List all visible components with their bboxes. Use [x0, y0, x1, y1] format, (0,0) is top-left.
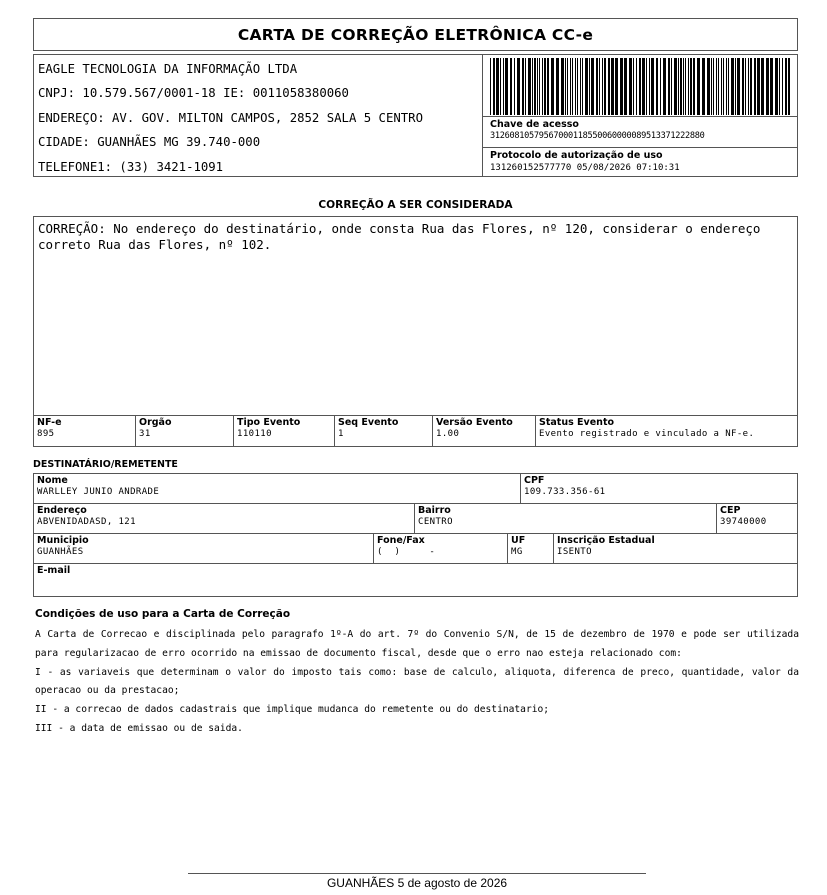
event-orgao-value: 31: [139, 429, 151, 439]
issuer-city: CIDADE: GUANHÃES MG 39.740-000: [38, 135, 261, 150]
barcode-bar: [534, 58, 536, 115]
barcode-bar: [580, 58, 581, 115]
barcode-bar: [493, 58, 495, 115]
barcode-bar: [779, 58, 780, 115]
event-seq-cell: [335, 416, 433, 446]
recipient-cep-label: CEP: [720, 505, 741, 516]
conditions-paragraph: II - a correcao de dados cadastrais que implique mudanca do remetente ou do destinatario;: [35, 704, 550, 716]
recipient-cpf-cell: [521, 474, 797, 504]
barcode-bar: [615, 58, 618, 115]
event-seq-label: Seq Evento: [338, 417, 399, 428]
barcode-bar: [561, 58, 564, 115]
barcode-bar: [642, 58, 645, 115]
barcode-bar: [636, 58, 637, 115]
recipient-phone-value: ( ) -: [377, 547, 436, 557]
barcode-bar: [649, 58, 650, 115]
barcode-bar: [716, 58, 717, 115]
barcode-bar: [688, 58, 689, 115]
barcode-bar: [528, 58, 531, 115]
barcode-bar: [723, 58, 724, 115]
barcode-bar: [761, 58, 764, 115]
barcode-bar: [671, 58, 672, 115]
correction-section-title: CORREÇÃO A SER CONSIDERADA: [318, 199, 513, 211]
barcode-bar: [721, 58, 722, 115]
barcode-bar: [572, 58, 573, 115]
recipient-name-cell: [34, 474, 521, 504]
barcode-bar: [728, 58, 729, 115]
recipient-address-cell: [34, 504, 415, 534]
barcode-bar: [782, 58, 783, 115]
barcode-bar: [748, 58, 749, 115]
barcode-bar: [685, 58, 686, 115]
barcode-bar: [737, 58, 740, 115]
barcode-bar: [589, 58, 590, 115]
recipient-district-value: CENTRO: [418, 517, 453, 527]
recipient-section-title: DESTINATÁRIO/REMETENTE: [33, 459, 178, 470]
event-version-cell: [433, 416, 536, 446]
issuer-phone: TELEFONE1: (33) 3421-1091: [38, 159, 224, 174]
recipient-district-cell: [415, 504, 717, 534]
recipient-box: [33, 473, 798, 597]
barcode-bar: [510, 58, 512, 115]
barcode-bar: [611, 58, 614, 115]
access-key-value: 31260810579567000118550060000089513371222880: [490, 131, 705, 141]
barcode-bar: [591, 58, 594, 115]
barcode-bar: [690, 58, 692, 115]
barcode-bar: [680, 58, 682, 115]
recipient-name-value: WARLLEY JUNIO ANDRADE: [37, 487, 160, 497]
barcode-bar: [668, 58, 670, 115]
event-version-label: Versão Evento: [436, 417, 513, 428]
event-version-value: 1.00: [436, 429, 460, 439]
barcode-bar: [517, 58, 520, 115]
recipient-ie-value: ISENTO: [557, 547, 592, 557]
barcode-bar: [674, 58, 677, 115]
barcode-bar: [788, 58, 790, 115]
recipient-email-label: E-mail: [37, 565, 71, 576]
barcode-bar: [766, 58, 769, 115]
barcode-bar: [500, 58, 501, 115]
barcode-bar: [646, 58, 647, 115]
barcode-divider: [482, 116, 798, 117]
barcode-bar: [620, 58, 623, 115]
recipient-city-cell: [34, 534, 374, 564]
barcode-bar: [770, 58, 773, 115]
recipient-cpf-value: 109.733.356-61: [524, 487, 606, 497]
barcode-bar: [503, 58, 504, 115]
recipient-city-value: GUANHÃES: [37, 547, 84, 557]
event-type-cell: [234, 416, 335, 446]
recipient-uf-cell: [508, 534, 554, 564]
barcode-bar: [678, 58, 679, 115]
event-nfe-label: NF-e: [37, 417, 62, 428]
barcode-bar: [547, 58, 549, 115]
conditions-paragraph: A Carta de Correcao e disciplinada pelo paragrafo 1º-A do art. 7º do Convenio S/N, de 15 de dezembro de 1970 e pode ser utilizada para regularizacao de erro ocorrido na emissao de documento fiscal, desde que o erro nao esteja relacionado com:: [35, 629, 799, 659]
recipient-name-label: Nome: [37, 475, 68, 486]
recipient-address-label: Endereço: [37, 505, 87, 516]
issuer-info: [33, 54, 483, 177]
event-status-value: Evento registrado e vinculado a NF-e.: [539, 429, 755, 439]
barcode-bar: [575, 58, 576, 115]
recipient-cep-value: 39740000: [720, 517, 767, 527]
event-seq-value: 1: [338, 429, 344, 439]
barcode-bar: [496, 58, 499, 115]
event-orgao-label: Orgão: [139, 417, 172, 428]
barcode-bar: [663, 58, 666, 115]
protocol-divider: [482, 147, 798, 148]
barcode-bar: [683, 58, 684, 115]
barcode-bar: [660, 58, 661, 115]
barcode-bar: [599, 58, 600, 115]
issuer-cnpj-ie: CNPJ: 10.579.567/0001-18 IE: 0011058380060: [38, 86, 349, 101]
barcode-bar: [742, 58, 744, 115]
barcode-bar: [490, 58, 491, 115]
barcode-bar: [577, 58, 578, 115]
barcode-bar: [582, 58, 583, 115]
signature-line: [188, 873, 646, 874]
barcode-bar: [629, 58, 632, 115]
barcode-bar: [551, 58, 554, 115]
barcode-bar: [542, 58, 543, 115]
barcode-bar: [754, 58, 756, 115]
event-type-label: Tipo Evento: [237, 417, 301, 428]
recipient-uf-label: UF: [511, 535, 526, 546]
conditions-paragraph: I - as variaveis que determinam o valor do imposto tais como: base de calculo, aliquota, diferenca de preco, quantidade, valor da operacao ou da prestacao;: [35, 666, 799, 697]
barcode-bar: [596, 58, 598, 115]
event-table: [33, 416, 798, 447]
document-title: CARTA DE CORREÇÃO ELETRÔNICA CC-e: [33, 18, 798, 51]
barcode-bar: [735, 58, 736, 115]
barcode-bar: [539, 58, 540, 115]
signature-place-date: GUANHÃES 5 de agosto de 2026: [326, 876, 508, 890]
barcode-bar: [570, 58, 571, 115]
protocol-label: Protocolo de autorização de uso: [490, 150, 663, 161]
recipient-city-label: Municipio: [37, 535, 89, 546]
access-key-label: Chave de acesso: [490, 119, 579, 130]
barcode-bar: [702, 58, 705, 115]
barcode-bar: [522, 58, 524, 115]
barcode-bar: [567, 58, 568, 115]
barcode-bar: [544, 58, 546, 115]
event-status-label: Status Evento: [539, 417, 615, 428]
recipient-address-value: ABVENIDADASD, 121: [37, 517, 136, 527]
recipient-ie-label: Inscrição Estadual: [557, 535, 655, 546]
barcode-bar: [697, 58, 700, 115]
recipient-ie-cell: [554, 534, 797, 564]
barcode-bar: [505, 58, 508, 115]
barcode-bar: [565, 58, 566, 115]
barcode-bar: [785, 58, 787, 115]
conditions-paragraph: III - a data de emissao ou de saida.: [35, 722, 243, 734]
barcode-bar: [656, 58, 658, 115]
barcode-bar: [556, 58, 559, 115]
event-nfe-value: 895: [37, 429, 55, 439]
event-type-value: 110110: [237, 429, 272, 439]
barcode-bar: [608, 58, 610, 115]
issuer-name: EAGLE TECNOLOGIA DA INFORMAÇÃO LTDA: [38, 62, 298, 76]
recipient-uf-value: MG: [511, 547, 523, 557]
barcode-bar: [585, 58, 588, 115]
barcode-bar: [731, 58, 734, 115]
barcode-bar: [718, 58, 719, 115]
barcode-bar: [707, 58, 710, 115]
recipient-district-label: Bairro: [418, 505, 451, 516]
barcode-bar: [532, 58, 533, 115]
barcode-bar: [624, 58, 627, 115]
recipient-cep-cell: [717, 504, 797, 534]
recipient-cpf-label: CPF: [524, 475, 545, 486]
recipient-phone-label: Fone/Fax: [377, 535, 425, 546]
conditions-text: [35, 626, 799, 739]
barcode-bar: [633, 58, 634, 115]
barcode-bar: [745, 58, 746, 115]
protocol-value: 131260152577770 05/08/2026 07:10:31: [490, 163, 680, 173]
correction-text: CORREÇÃO: No endereço do destinatário, onde consta Rua das Flores, nº 120, considerar o endereço correto Rua das Flores, nº 102.: [33, 216, 798, 416]
barcode-bar: [602, 58, 603, 115]
event-status-cell: [536, 416, 797, 446]
barcode-bar: [693, 58, 695, 115]
barcode-bar: [651, 58, 654, 115]
barcode-bar: [514, 58, 515, 115]
barcode-bar: [525, 58, 526, 115]
recipient-phone-cell: [374, 534, 508, 564]
issuer-address: ENDEREÇO: AV. GOV. MILTON CAMPOS, 2852 SALA 5 CENTRO: [38, 110, 423, 125]
barcode-bar: [775, 58, 778, 115]
barcode-bar: [711, 58, 712, 115]
barcode-bar: [757, 58, 760, 115]
barcode-bar: [713, 58, 714, 115]
barcode-bar: [726, 58, 727, 115]
barcode-bar: [604, 58, 606, 115]
event-nfe-cell: [34, 416, 136, 446]
barcode-bar: [750, 58, 752, 115]
conditions-title: Condições de uso para a Carta de Correção: [35, 608, 291, 620]
barcode-bar: [537, 58, 538, 115]
recipient-email-cell: [34, 564, 797, 595]
barcode: [490, 58, 790, 115]
event-orgao-cell: [136, 416, 234, 446]
barcode-bar: [639, 58, 641, 115]
